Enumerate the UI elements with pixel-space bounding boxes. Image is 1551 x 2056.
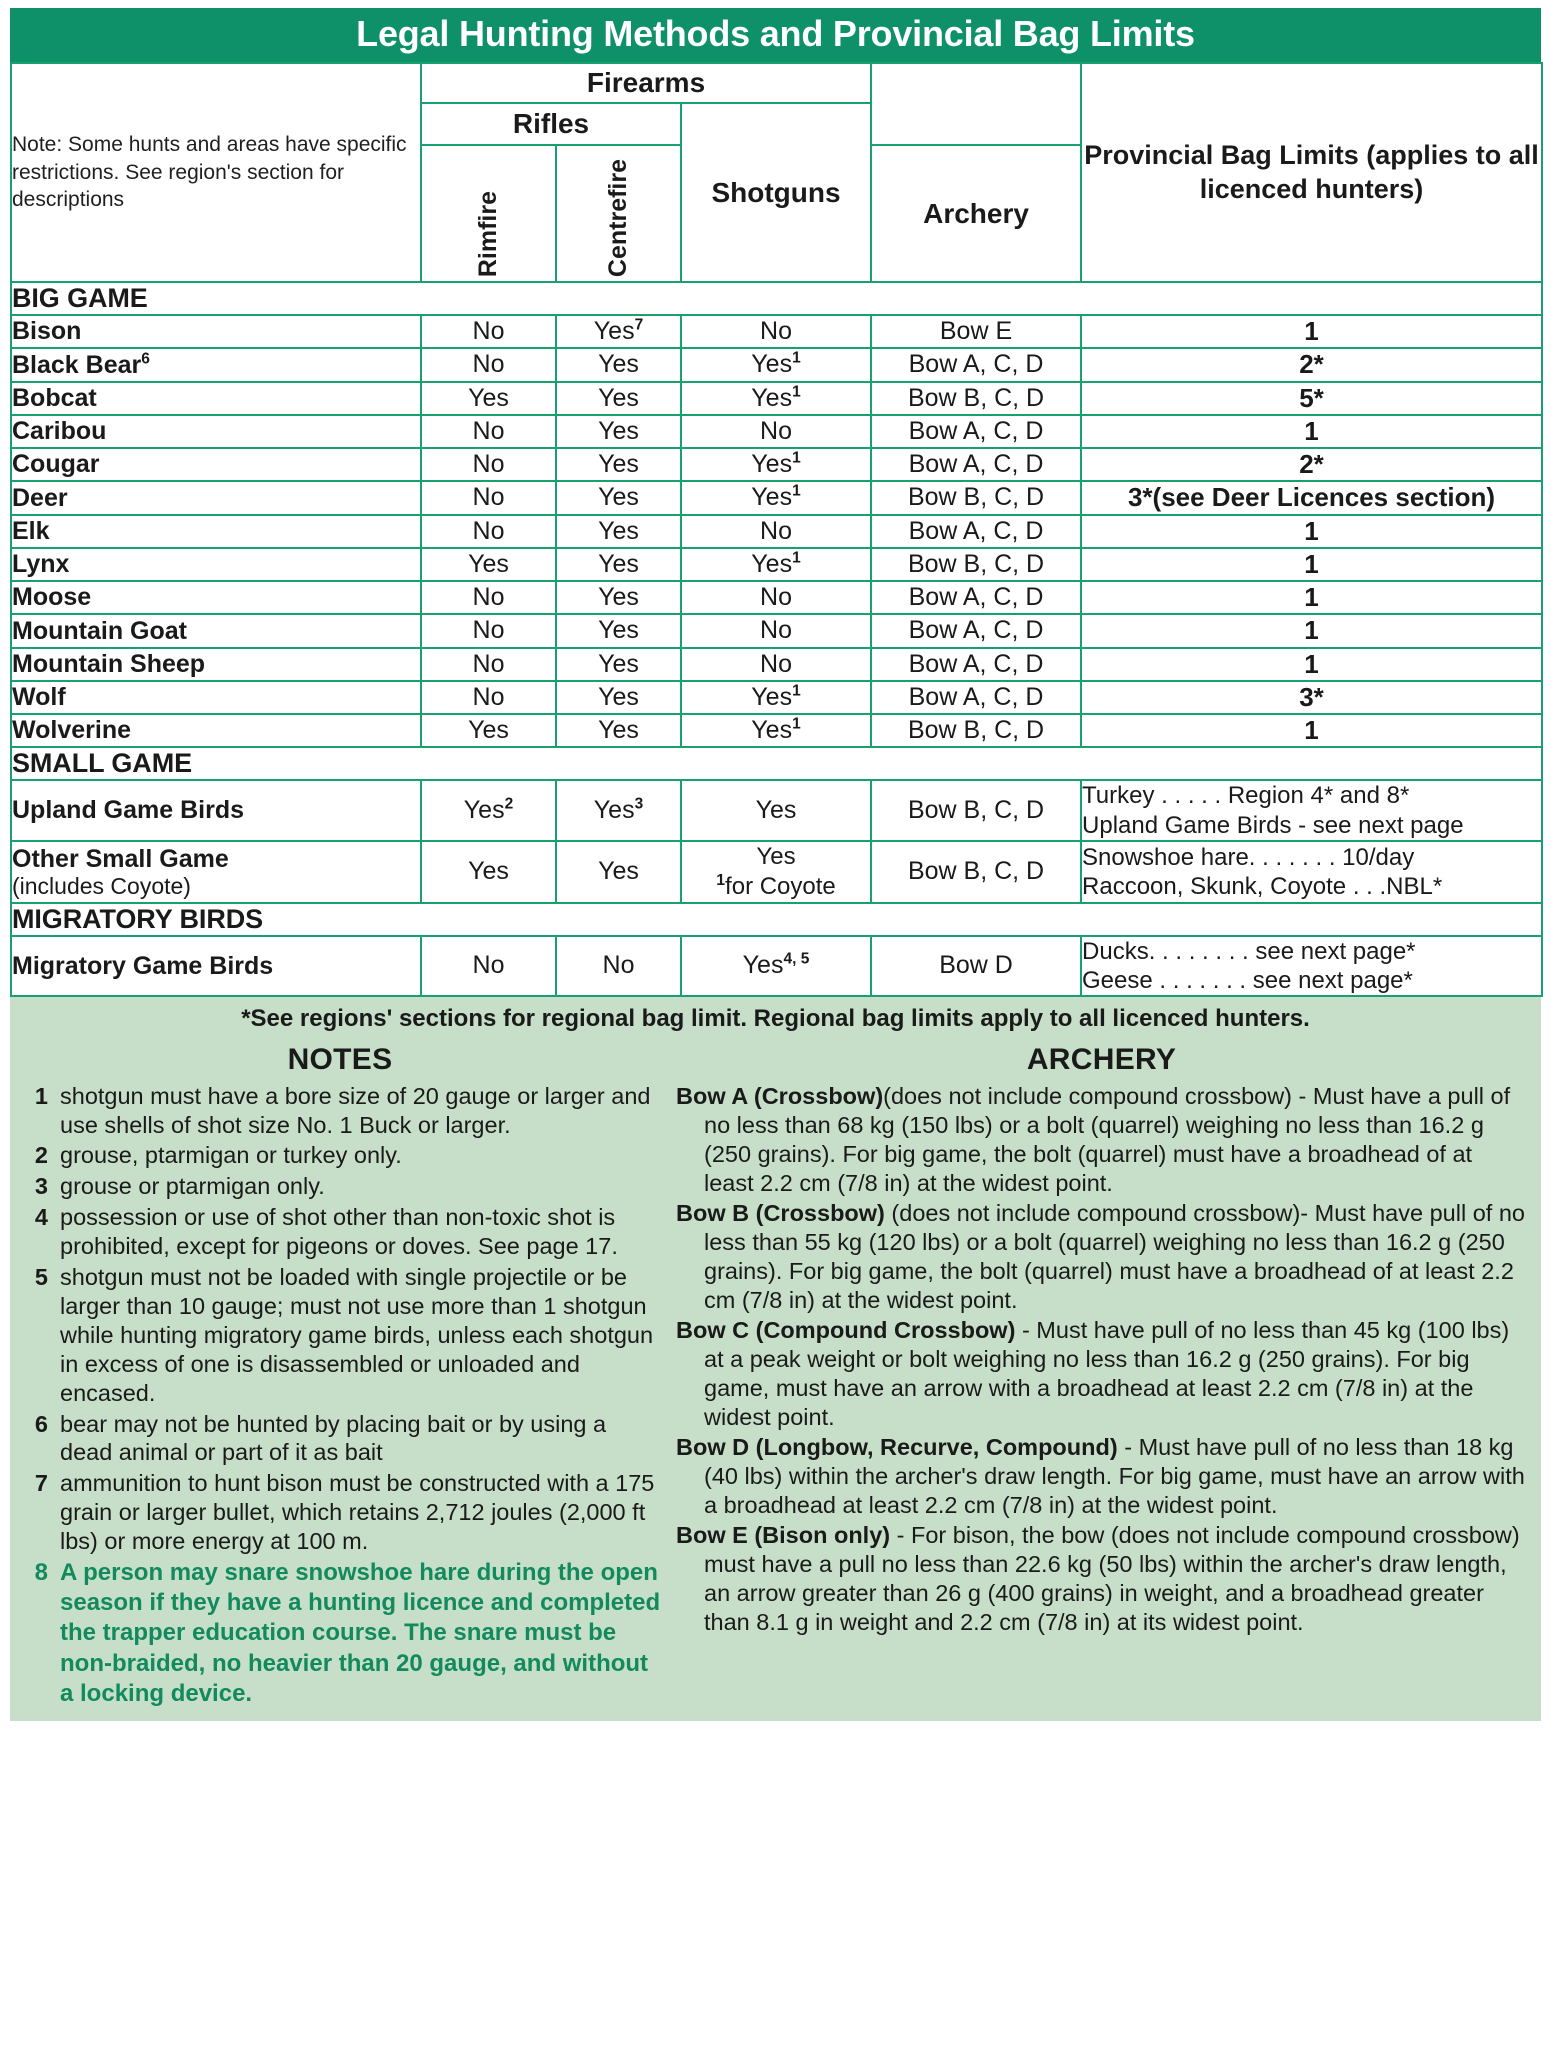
centrefire-value: Yes	[556, 614, 681, 647]
centrefire-value: Yes	[556, 714, 681, 747]
rimfire-value: No	[421, 315, 556, 348]
note-item	[16, 1082, 664, 1140]
bag-limit-value: 2*	[1081, 348, 1542, 381]
centrefire-value: Yes	[556, 648, 681, 681]
bow-definition	[676, 1521, 1527, 1637]
section-band-row	[11, 282, 1542, 315]
archery-value: Bow A, C, D	[871, 648, 1081, 681]
section-band-row	[11, 747, 1542, 780]
species-name: Bison	[11, 315, 421, 348]
species-name: Wolverine	[11, 714, 421, 747]
header-row-firearms	[11, 63, 1542, 103]
shotgun-value: No	[681, 581, 871, 614]
bow-description: - For bison, the bow (does not include compound crossbow) must have a pull no less than 22.6 kg (50 lbs) within the archer's draw length, an arrow greater than 26 g (400 grains) in weight, and a broadhead greater than 8.1 g in weight and 2.2 cm (7/8 in) at its widest point.	[704, 1521, 1520, 1635]
shotgun-value: No	[681, 648, 871, 681]
bow-definition	[676, 1199, 1527, 1315]
species-name: Other Small Game (includes Coyote)	[11, 841, 421, 903]
shotgun-value: Yes$^1$	[681, 382, 871, 415]
note-number: 1	[34, 1082, 48, 1109]
note-text: shotgun must not be loaded with single projectile or be larger than 10 gauge; must not use more than 1 shotgun while hunting migratory game birds, unless each shotgun in excess of one is disassembled or unloaded and encased.	[60, 1264, 654, 1406]
note-text: shotgun must have a bore size of 20 gauge or larger and use shells of shot size No. 1 Buck or larger.	[60, 1082, 651, 1138]
bag-limit-value: 2*	[1081, 448, 1542, 481]
bag-limit-value: 1	[1081, 415, 1542, 448]
species-name: Cougar	[11, 448, 421, 481]
note-number: 5	[34, 1264, 48, 1291]
note-text: ammunition to hunt bison must be constructed with a 175 grain or larger bullet, which retains 2,712 joules (2,000 ft lbs) or more energy at 100 m.	[60, 1470, 655, 1555]
species-name: Bobcat	[11, 382, 421, 415]
section-band-row	[11, 903, 1542, 936]
bow-description: - Must have pull of no less than 45 kg (100 lbs) at a peak weight or bolt weighing no less than 16.2 g (250 grains). For big game, must have an arrow with a broadhead at least 2.2 cm (7/8 in) at the widest point.	[704, 1316, 1510, 1430]
shotgun-value: Yes$^1$	[681, 448, 871, 481]
centrefire-value: Yes	[556, 448, 681, 481]
note-number: 2	[34, 1142, 48, 1169]
table-row	[11, 648, 1542, 681]
hunting-regulations-page	[0, 8, 1551, 2056]
shotgun-value: No	[681, 614, 871, 647]
species-name: Elk	[11, 515, 421, 548]
bow-description: (does not include compound crossbow)- Must have pull of no less than 55 kg (120 lbs) or a bolt (quarrel) weighing no less than 16.2 g (250 grains). For big game, the bolt (quarrel) must have a broadhead of at least 2.2 cm (7/8 in) at the widest point.	[704, 1199, 1525, 1313]
note-item	[16, 1203, 664, 1261]
table-row	[11, 348, 1542, 381]
bag-limit-line: Upland Game Birds - see next page	[1082, 811, 1464, 839]
species-name: Migratory Game Birds	[11, 936, 421, 997]
note-item	[16, 1263, 664, 1407]
bag-limit-value: 3*(see Deer Licences section)	[1081, 481, 1542, 514]
table-row	[11, 415, 1542, 448]
bow-definition	[676, 1433, 1527, 1520]
rimfire-value: Yes	[421, 841, 556, 903]
section-band-label: MIGRATORY BIRDS	[11, 903, 1542, 936]
archery-value: Bow A, C, D	[871, 415, 1081, 448]
bow-description: (does not include compound crossbow) - Must have a pull of no less than 68 kg (150 lbs) or a bolt (quarrel) weighing no less than 16.2 g (250 grains). For big game, the bolt (quarrel) must have a broadhead of at least 2.2 cm (7/8 in) at the widest point.	[704, 1082, 1511, 1196]
note-text: A person may snare snowshoe hare during the open season if they have a hunting licence and completed the trapper education course. The snare must be non-braided, no heavier than 20 gauge, and without a locking device.	[60, 1558, 661, 1707]
bag-limit-value: 1	[1081, 315, 1542, 348]
note-number: 3	[34, 1173, 48, 1200]
bag-limit-line: Geese . . . . . . . see next page*	[1082, 967, 1413, 995]
centrefire-value: Yes$^3$	[556, 780, 681, 841]
centrefire-value: No	[556, 936, 681, 997]
page-title: Legal Hunting Methods and Provincial Bag Limits	[10, 8, 1541, 62]
archery-value: Bow B, C, D	[871, 841, 1081, 903]
species-name: Mountain Goat	[11, 614, 421, 647]
rimfire-value: Yes	[421, 382, 556, 415]
archery-value: Bow A, C, D	[871, 448, 1081, 481]
archery-heading: ARCHERY	[1026, 1042, 1177, 1076]
rimfire-value: No	[421, 581, 556, 614]
rimfire-value: No	[421, 614, 556, 647]
bag-limit-value: 1	[1081, 515, 1542, 548]
rimfire-value: No	[421, 348, 556, 381]
table-row	[11, 841, 1542, 903]
note-number: 8	[34, 1558, 48, 1586]
archery-column	[670, 1043, 1535, 1638]
centrefire-value: Yes	[556, 841, 681, 903]
bag-limit-line: Turkey . . . . . Region 4* and 8*	[1082, 782, 1410, 810]
header-archery: Archery	[871, 145, 1081, 282]
shotgun-value: Yes	[681, 780, 871, 841]
bag-limit-value: 1	[1081, 581, 1542, 614]
archery-value: Bow B, C, D	[871, 780, 1081, 841]
bow-label: Bow C (Compound Crossbow)	[676, 1316, 1016, 1343]
species-name: Upland Game Birds	[11, 780, 421, 841]
bow-label: Bow D (Longbow, Recurve, Compound)	[676, 1433, 1118, 1460]
rimfire-value: No	[421, 515, 556, 548]
shotgun-value: Yes$^1$	[681, 481, 871, 514]
notes-column	[10, 1043, 670, 1711]
species-name: Lynx	[11, 548, 421, 581]
regional-bag-limit-note: *See regions' sections for regional bag limit. Regional bag limits apply to all licenced hunters.	[241, 1005, 1310, 1033]
species-name: Deer	[11, 481, 421, 514]
bag-limit-value: 3*	[1081, 681, 1542, 714]
archery-value: Bow A, C, D	[871, 348, 1081, 381]
bag-limit-value: 1	[1081, 714, 1542, 747]
bow-label: Bow A (Crossbow)	[676, 1082, 884, 1109]
archery-value: Bow A, C, D	[871, 581, 1081, 614]
centrefire-value: Yes	[556, 481, 681, 514]
note-text: bear may not be hunted by placing bait or by using a dead animal or part of it as bait	[60, 1410, 607, 1466]
table-row	[11, 614, 1542, 647]
rimfire-value: No	[421, 448, 556, 481]
rimfire-value: No	[421, 936, 556, 997]
centrefire-value: Yes	[556, 348, 681, 381]
bag-limit-value	[1081, 780, 1542, 841]
species-name: Mountain Sheep	[11, 648, 421, 681]
archery-value: Bow A, C, D	[871, 614, 1081, 647]
note-item	[16, 1469, 664, 1556]
bag-limit-value: 5*	[1081, 382, 1542, 415]
section-band-label: BIG GAME	[11, 282, 1542, 315]
bag-limit-line: Snowshoe hare. . . . . . . 10/day	[1082, 843, 1415, 871]
note-item	[16, 1141, 664, 1170]
header-shotguns: Shotguns	[681, 103, 871, 282]
table-row	[11, 481, 1542, 514]
centrefire-value: Yes	[556, 382, 681, 415]
footer-panel	[10, 997, 1541, 1721]
bag-limit-value: 1	[1081, 614, 1542, 647]
note-number: 4	[34, 1204, 48, 1231]
note-number: 6	[34, 1410, 48, 1437]
bow-label: Bow E (Bison only)	[676, 1521, 891, 1548]
archery-value: Bow A, C, D	[871, 515, 1081, 548]
archery-value: Bow D	[871, 936, 1081, 997]
bow-label: Bow B (Crossbow)	[676, 1199, 885, 1226]
shotgun-value: Yes$^{4, 5}$	[681, 936, 871, 997]
table-row	[11, 936, 1542, 997]
rimfire-value: No	[421, 681, 556, 714]
rimfire-value: No	[421, 648, 556, 681]
archery-value: Bow B, C, D	[871, 548, 1081, 581]
table-row	[11, 581, 1542, 614]
bow-definition	[676, 1082, 1527, 1198]
rimfire-value: Yes	[421, 714, 556, 747]
table-row	[11, 714, 1542, 747]
hunting-methods-table	[10, 62, 1543, 997]
shotgun-value: Yes$^1$	[681, 681, 871, 714]
archery-value: Bow A, C, D	[871, 681, 1081, 714]
rimfire-value: No	[421, 481, 556, 514]
table-row	[11, 515, 1542, 548]
archery-value: Bow B, C, D	[871, 382, 1081, 415]
header-rifles: Rifles	[421, 103, 681, 145]
header-firearms: Firearms	[421, 63, 871, 103]
bag-limit-line: Ducks. . . . . . . . see next page*	[1082, 937, 1416, 965]
centrefire-value: Yes	[556, 681, 681, 714]
header-bag-limits: Provincial Bag Limits (applies to all licenced hunters)	[1081, 63, 1542, 282]
table-row	[11, 448, 1542, 481]
header-archery-spacer	[871, 63, 1081, 145]
note-text: possession or use of shot other than non-toxic shot is prohibited, except for pigeons or doves. See page 17.	[60, 1204, 618, 1260]
shotgun-value: Yes$^1$	[681, 548, 871, 581]
centrefire-value: Yes$^7$	[556, 315, 681, 348]
table-row	[11, 780, 1542, 841]
archery-value: Bow B, C, D	[871, 714, 1081, 747]
shotgun-value: Yes$^1$	[681, 348, 871, 381]
bag-limit-value	[1081, 936, 1542, 997]
shotgun-value: No	[681, 315, 871, 348]
species-name: Moose	[11, 581, 421, 614]
centrefire-value: Yes	[556, 415, 681, 448]
table-row	[11, 548, 1542, 581]
table-note-cell: Note: Some hunts and areas have specific restrictions. See region's section for descriptions	[11, 63, 421, 282]
table-row	[11, 681, 1542, 714]
bag-limit-value: 1	[1081, 548, 1542, 581]
species-name: Caribou	[11, 415, 421, 448]
species-name: Wolf	[11, 681, 421, 714]
shotgun-value: No	[681, 415, 871, 448]
species-subtitle: (includes Coyote)	[12, 872, 191, 899]
centrefire-value: Yes	[556, 548, 681, 581]
centrefire-value: Yes	[556, 515, 681, 548]
shotgun-value: Yes $^1$for Coyote	[681, 841, 871, 903]
bow-definition	[676, 1316, 1527, 1432]
note-item	[16, 1410, 664, 1468]
centrefire-value: Yes	[556, 581, 681, 614]
bag-limit-value	[1081, 841, 1542, 903]
note-number: 7	[34, 1470, 48, 1497]
bow-description: - Must have pull of no less than 18 kg (40 lbs) within the archer's draw length. For big game, must have an arrow with a broadhead at least 2.2 cm (7/8 in) at the widest point.	[704, 1433, 1525, 1518]
rimfire-value: Yes$^2$	[421, 780, 556, 841]
bag-limit-value: 1	[1081, 648, 1542, 681]
archery-value: Bow B, C, D	[871, 481, 1081, 514]
notes-heading: NOTES	[287, 1042, 393, 1076]
archery-value: Bow E	[871, 315, 1081, 348]
section-band-label: SMALL GAME	[11, 747, 1542, 780]
rimfire-value: Yes	[421, 548, 556, 581]
header-rimfire: Rimfire	[421, 145, 556, 282]
shotgun-value: No	[681, 515, 871, 548]
table-row	[11, 315, 1542, 348]
note-text: grouse, ptarmigan or turkey only.	[60, 1142, 402, 1169]
species-name: Black Bear$^6$	[11, 348, 421, 381]
shotgun-value: Yes$^1$	[681, 714, 871, 747]
note-item	[16, 1172, 664, 1201]
rimfire-value: No	[421, 415, 556, 448]
note-text: grouse or ptarmigan only.	[60, 1173, 325, 1200]
header-centrefire: Centrefire	[556, 145, 681, 282]
note-item	[16, 1558, 664, 1709]
table-row	[11, 382, 1542, 415]
bag-limit-line: Raccoon, Skunk, Coyote . . .NBL*	[1082, 872, 1443, 900]
